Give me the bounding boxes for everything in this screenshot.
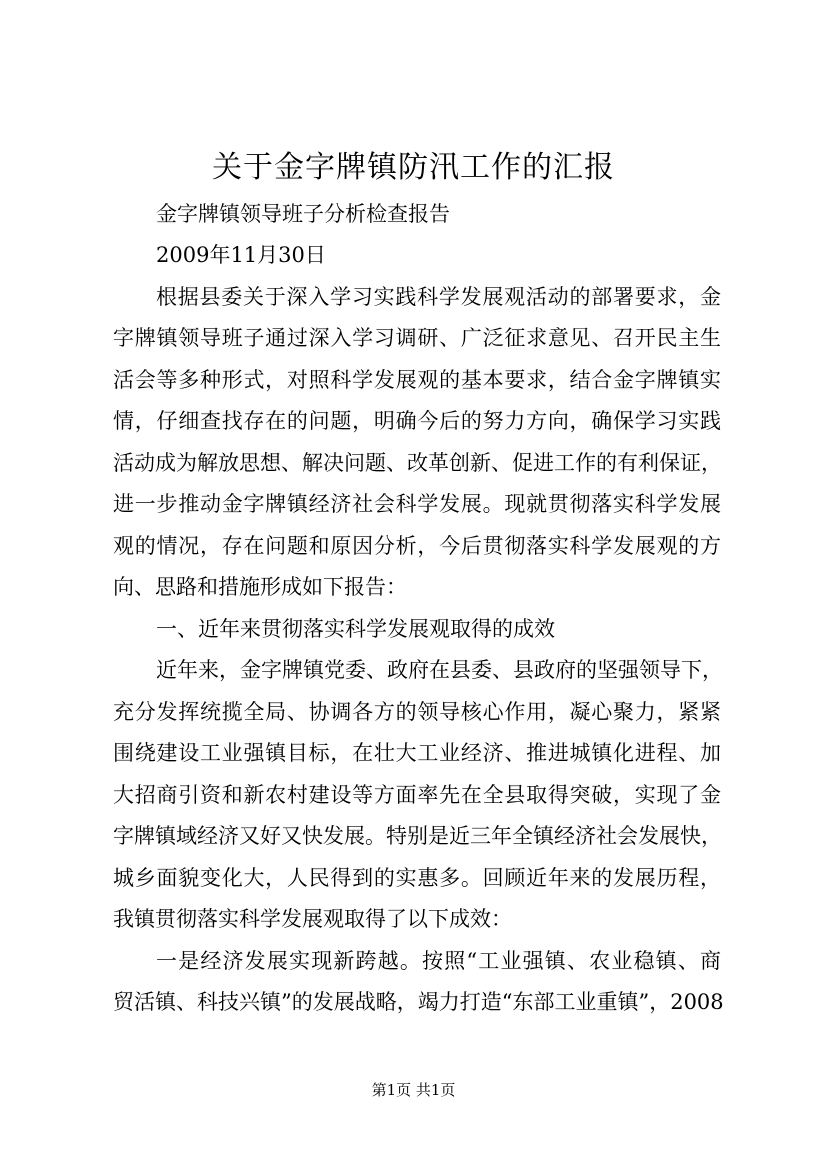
- section-heading: 一、近年来贯彻落实科学发展观取得的成效: [156, 617, 555, 641]
- subtitle-line: 金字牌镇领导班子分析检查报告: [156, 202, 450, 226]
- paragraph-line: 根据县委关于深入学习实践科学发展观活动的部署要求，金: [156, 285, 721, 309]
- paragraph-line: 我镇贯彻落实科学发展观取得了以下成效：: [113, 907, 512, 931]
- paragraph-line: 情，仔细查找存在的问题，明确今后的努力方向，确保学习实践: [113, 409, 721, 433]
- paragraph-line: 进一步推动金字牌镇经济社会科学发展。现就贯彻落实科学发展: [113, 492, 721, 516]
- paragraph-line: 向、思路和措施形成如下报告：: [113, 575, 407, 599]
- paragraph-line: 字牌镇领导班子通过深入学习调研、广泛征求意见、召开民主生: [113, 326, 721, 350]
- date-line: 2009年11月30日: [156, 243, 326, 267]
- paragraph-line: 活动成为解放思想、解决问题、改革创新、促进工作的有利保证，: [113, 451, 722, 475]
- page-footer: 第1页 共1页: [371, 1081, 456, 1099]
- paragraph-line: 观的情况，存在问题和原因分析，今后贯彻落实科学发展观的方: [113, 534, 721, 558]
- paragraph-line: 大招商引资和新农村建设等方面率先在全县取得突破，实现了金: [113, 783, 721, 807]
- document-title: 关于金字牌镇防汛工作的汇报: [212, 150, 615, 185]
- paragraph-line: 城乡面貌变化大，人民得到的实惠多。回顾近年来的发展历程，: [113, 866, 721, 890]
- paragraph-line: 贸活镇、科技兴镇”的发展战略，竭力打造“东部工业重镇”，2008: [113, 990, 724, 1014]
- paragraph-line: 近年来，金字牌镇党委、政府在县委、县政府的坚强领导下，: [156, 658, 723, 682]
- paragraph-line: 充分发挥统揽全局、协调各方的领导核心作用，凝心聚力，紧紧: [113, 700, 721, 724]
- paragraph-line: 围绕建设工业强镇目标，在壮大工业经济、推进城镇化进程、加: [113, 741, 721, 765]
- paragraph-line: 活会等多种形式，对照科学发展观的基本要求，结合金字牌镇实: [113, 368, 721, 392]
- paragraph-line: 一是经济发展实现新跨越。按照“工业强镇、农业稳镇、商: [156, 949, 721, 973]
- paragraph-line: 字牌镇域经济又好又快发展。特别是近三年全镇经济社会发展快，: [113, 824, 722, 848]
